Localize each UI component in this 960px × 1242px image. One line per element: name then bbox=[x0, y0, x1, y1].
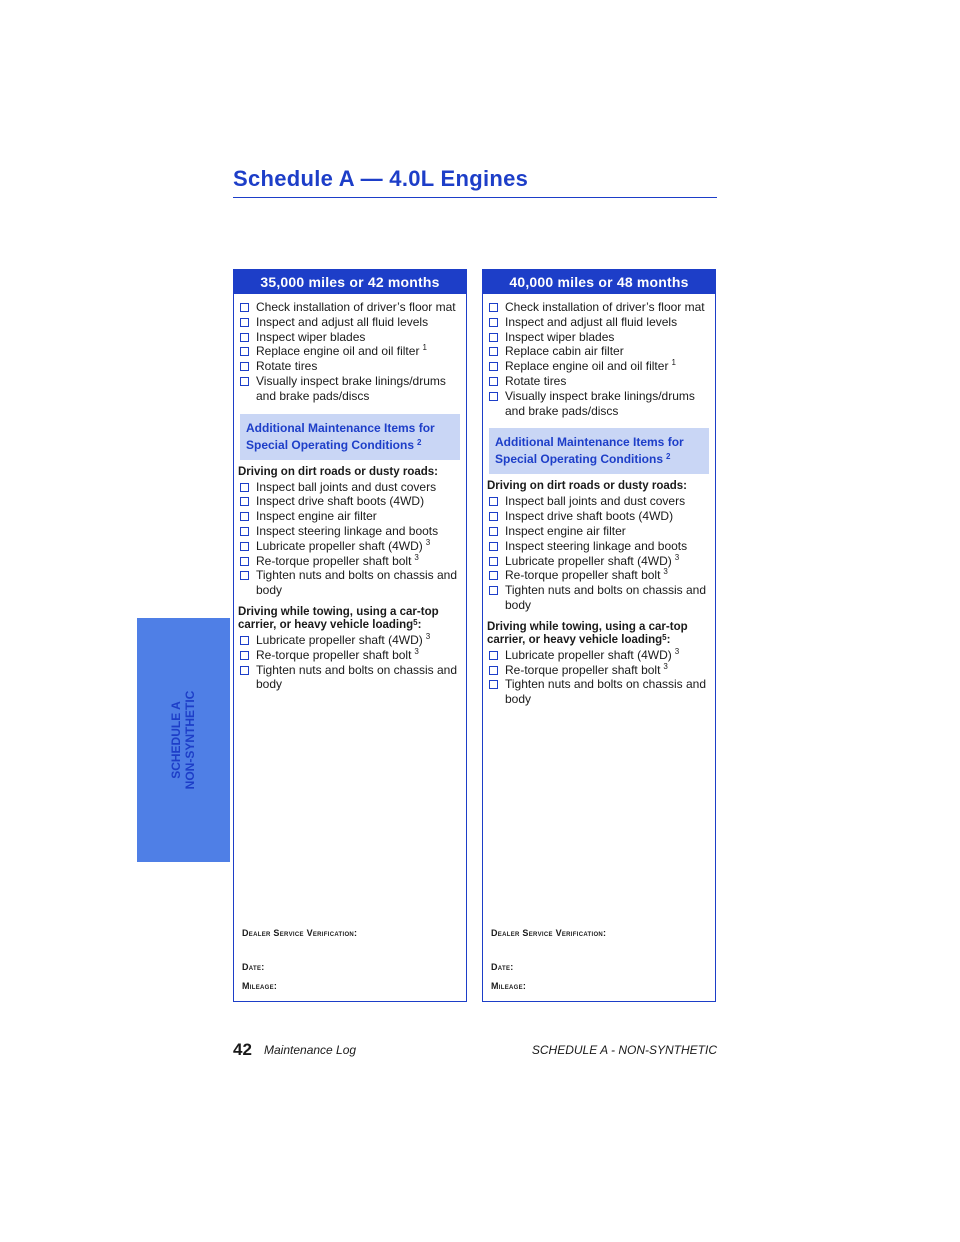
checklist-item-text: Inspect drive shaft boots (4WD) bbox=[505, 509, 674, 524]
checkbox-icon[interactable] bbox=[240, 497, 249, 506]
checklist-item-text: Lubricate propeller shaft (4WD) bbox=[256, 538, 423, 553]
checklist bbox=[483, 648, 715, 707]
towing-label-text: Driving while towing, using a car-top carrier, or heavy vehicle loading bbox=[487, 620, 688, 646]
checklist-item bbox=[487, 648, 711, 663]
checklist-item bbox=[238, 509, 462, 524]
column-40000 bbox=[482, 269, 716, 1002]
checklist-item-text: Tighten nuts and bolts on chassis and body bbox=[256, 662, 458, 692]
checklist-item-text: Re-torque propeller shaft bolt bbox=[505, 662, 661, 677]
footnote-ref: 2 bbox=[417, 437, 422, 447]
checklist-item bbox=[238, 539, 462, 554]
checklist-item bbox=[487, 330, 711, 345]
checklist-item-text: Tighten nuts and bolts on chassis and body bbox=[505, 583, 707, 612]
checklist-item-text: Inspect and adjust all fluid levels bbox=[256, 314, 429, 329]
footnote-ref: 1 bbox=[671, 358, 676, 368]
checkbox-icon[interactable] bbox=[240, 512, 249, 521]
checklist-item-text: Inspect engine air filter bbox=[505, 523, 626, 538]
checkbox-icon[interactable] bbox=[240, 651, 249, 660]
checkbox-icon[interactable] bbox=[240, 483, 249, 492]
checklist-item bbox=[487, 663, 711, 678]
mileage-label: Mileage: bbox=[491, 981, 527, 991]
checkbox-icon[interactable] bbox=[240, 571, 249, 580]
towing-label-text: Driving while towing, using a car-top carrier, or heavy vehicle loading bbox=[238, 605, 439, 631]
checklist-item-text: Lubricate propeller shaft (4WD) bbox=[505, 647, 672, 662]
checklist-item-text: Inspect engine air filter bbox=[256, 509, 377, 524]
checkbox-icon[interactable] bbox=[240, 362, 249, 371]
checklist-item-text: Re-torque propeller shaft bolt bbox=[256, 553, 412, 568]
footnote-ref: 1 bbox=[422, 343, 427, 353]
checkbox-icon[interactable] bbox=[489, 377, 498, 386]
footnote-ref: 3 bbox=[414, 552, 419, 562]
mileage-label: Mileage: bbox=[242, 981, 278, 991]
checkbox-icon[interactable] bbox=[489, 651, 498, 660]
checklist-item-text: Tighten nuts and bolts on chassis and body bbox=[256, 568, 458, 598]
checklist-item bbox=[238, 554, 462, 569]
checklist-item-text: Re-torque propeller shaft bolt bbox=[505, 568, 661, 583]
checkbox-icon[interactable] bbox=[240, 666, 249, 675]
checklist-item bbox=[238, 480, 462, 495]
checkbox-icon[interactable] bbox=[240, 347, 249, 356]
footnote-ref: 3 bbox=[674, 646, 680, 656]
towing-label bbox=[238, 606, 462, 632]
checklist-item-text: Inspect ball joints and dust covers bbox=[505, 494, 686, 509]
checkbox-icon[interactable] bbox=[489, 666, 498, 675]
title-divider bbox=[233, 197, 717, 198]
checkbox-icon[interactable] bbox=[489, 303, 498, 312]
checkbox-icon[interactable] bbox=[489, 392, 498, 401]
additional-items-title: Additional Maintenance Items for Special Operating Conditions bbox=[495, 435, 684, 467]
additional-items-title: Additional Maintenance Items for Special Operating Conditions bbox=[246, 420, 435, 452]
dealer-verification-label: Dealer Service Verification: bbox=[491, 928, 607, 938]
dirt-roads-label: Driving on dirt roads or dusty roads: bbox=[238, 465, 438, 478]
checkbox-icon[interactable] bbox=[240, 377, 249, 386]
footnote-ref: 3 bbox=[663, 567, 668, 577]
footer-right-label: SCHEDULE A - NON-SYNTHETIC bbox=[531, 1043, 717, 1057]
checkbox-icon[interactable] bbox=[240, 303, 249, 312]
footer-left-label: Maintenance Log bbox=[264, 1043, 357, 1057]
checklist-item bbox=[238, 359, 462, 374]
checklist-item bbox=[238, 315, 462, 330]
checklist-item-text: Inspect steering linkage and boots bbox=[505, 538, 688, 553]
checklist-item bbox=[487, 539, 711, 554]
checklist-item bbox=[238, 633, 462, 648]
checklist-item-text: Rotate tires bbox=[505, 373, 567, 388]
checklist-item bbox=[238, 374, 462, 404]
checklist-item-text: Replace engine oil and oil filter bbox=[505, 359, 669, 374]
checkbox-icon[interactable] bbox=[240, 527, 249, 536]
checkbox-icon[interactable] bbox=[489, 542, 498, 551]
checklist-item bbox=[487, 583, 711, 613]
checklist-item bbox=[487, 677, 711, 707]
side-tab-label bbox=[169, 691, 197, 790]
checklist-item-text: Replace engine oil and oil filter bbox=[256, 344, 420, 359]
checklist-item-text: Visually inspect brake linings/drums and brake pads/discs bbox=[256, 373, 446, 403]
checkbox-icon[interactable] bbox=[240, 542, 249, 551]
footnote-ref: 3 bbox=[425, 631, 431, 641]
checkbox-icon[interactable] bbox=[489, 512, 498, 521]
checklist-item-text: Tighten nuts and bolts on chassis and body bbox=[505, 677, 707, 707]
date-label: Date: bbox=[242, 962, 265, 972]
checklist-item-text: Check installation of driver’s floor mat bbox=[256, 300, 456, 314]
checkbox-icon[interactable] bbox=[489, 333, 498, 342]
checkbox-icon[interactable] bbox=[489, 586, 498, 595]
footnote-ref: 2 bbox=[666, 452, 671, 462]
checklist-item bbox=[487, 315, 711, 330]
side-tab-line1: SCHEDULE A bbox=[169, 701, 183, 779]
footnote-ref: 3 bbox=[663, 661, 668, 671]
checklist-item bbox=[238, 568, 462, 598]
footnote-ref: 3 bbox=[414, 646, 419, 656]
dealer-verification-label: Dealer Service Verification: bbox=[242, 928, 358, 938]
checklist-item bbox=[238, 330, 462, 345]
checklist bbox=[234, 300, 466, 404]
footnote-ref: 3 bbox=[425, 537, 431, 547]
side-tab-line2: NON-SYNTHETIC bbox=[183, 690, 197, 790]
additional-items-box bbox=[240, 414, 460, 460]
checkbox-icon[interactable] bbox=[489, 362, 498, 371]
checkbox-icon[interactable] bbox=[489, 318, 498, 327]
column-header: 40,000 miles or 48 months bbox=[483, 270, 715, 294]
checklist bbox=[483, 300, 715, 418]
checklist-item bbox=[238, 524, 462, 539]
towing-label bbox=[487, 621, 711, 647]
checklist-item bbox=[487, 300, 711, 315]
checklist-item-text: Rotate tires bbox=[256, 359, 318, 374]
checklist-item bbox=[487, 568, 711, 583]
checklist-item-text: Lubricate propeller shaft (4WD) bbox=[256, 632, 423, 647]
checkbox-icon[interactable] bbox=[240, 557, 249, 566]
date-label: Date: bbox=[491, 962, 514, 972]
checklist-item bbox=[487, 344, 711, 359]
checkbox-icon[interactable] bbox=[489, 347, 498, 356]
checklist-item-text: Inspect ball joints and dust covers bbox=[256, 479, 437, 494]
footnote-ref: 3 bbox=[674, 552, 680, 562]
checklist bbox=[483, 494, 715, 612]
checklist-item bbox=[487, 374, 711, 389]
checkbox-icon[interactable] bbox=[489, 680, 498, 689]
checkbox-icon[interactable] bbox=[240, 318, 249, 327]
checklist-item bbox=[238, 300, 462, 315]
checklist-item-text: Re-torque propeller shaft bolt bbox=[256, 647, 412, 662]
checklist-item bbox=[487, 524, 711, 539]
page-number: 42 bbox=[233, 1040, 252, 1059]
checklist-item bbox=[238, 663, 462, 693]
towing-colon: : bbox=[417, 618, 422, 631]
towing-colon: : bbox=[666, 633, 671, 646]
checklist-item bbox=[238, 494, 462, 509]
checklist-item-text: Visually inspect brake linings/drums and brake pads/discs bbox=[505, 388, 695, 418]
checklist-item-text: Inspect steering linkage and boots bbox=[256, 523, 439, 538]
checklist bbox=[234, 480, 466, 598]
dirt-roads-label: Driving on dirt roads or dusty roads: bbox=[487, 480, 687, 493]
checkbox-icon[interactable] bbox=[240, 333, 249, 342]
checklist-item-text: Replace cabin air filter bbox=[505, 344, 624, 359]
checkbox-icon[interactable] bbox=[240, 636, 249, 645]
checklist-item bbox=[487, 494, 711, 509]
checklist-item-text: Lubricate propeller shaft (4WD) bbox=[505, 553, 672, 568]
column-header: 35,000 miles or 42 months bbox=[234, 270, 466, 294]
checklist-item-text: Inspect drive shaft boots (4WD) bbox=[256, 494, 425, 509]
checklist-item-text: Check installation of driver’s floor mat bbox=[505, 300, 705, 314]
checklist-item bbox=[487, 554, 711, 569]
checkbox-icon[interactable] bbox=[489, 527, 498, 536]
checklist-item bbox=[487, 389, 711, 419]
checklist-item-text: Inspect wiper blades bbox=[505, 329, 615, 344]
footnote-ref: 5 bbox=[662, 632, 667, 642]
checklist-item bbox=[238, 344, 462, 359]
checklist bbox=[234, 633, 466, 692]
checklist-item-text: Inspect wiper blades bbox=[256, 329, 366, 344]
checklist-item-text: Inspect and adjust all fluid levels bbox=[505, 314, 678, 329]
checklist-item bbox=[487, 359, 711, 374]
checkbox-icon[interactable] bbox=[489, 497, 498, 506]
checkbox-icon[interactable] bbox=[489, 571, 498, 580]
checklist-item bbox=[238, 648, 462, 663]
checklist-item bbox=[487, 509, 711, 524]
additional-items-box bbox=[489, 428, 709, 474]
column-35000 bbox=[233, 269, 467, 1002]
page-title: Schedule A — 4.0L Engines bbox=[233, 166, 529, 191]
checkbox-icon[interactable] bbox=[489, 557, 498, 566]
footnote-ref: 5 bbox=[413, 617, 418, 627]
